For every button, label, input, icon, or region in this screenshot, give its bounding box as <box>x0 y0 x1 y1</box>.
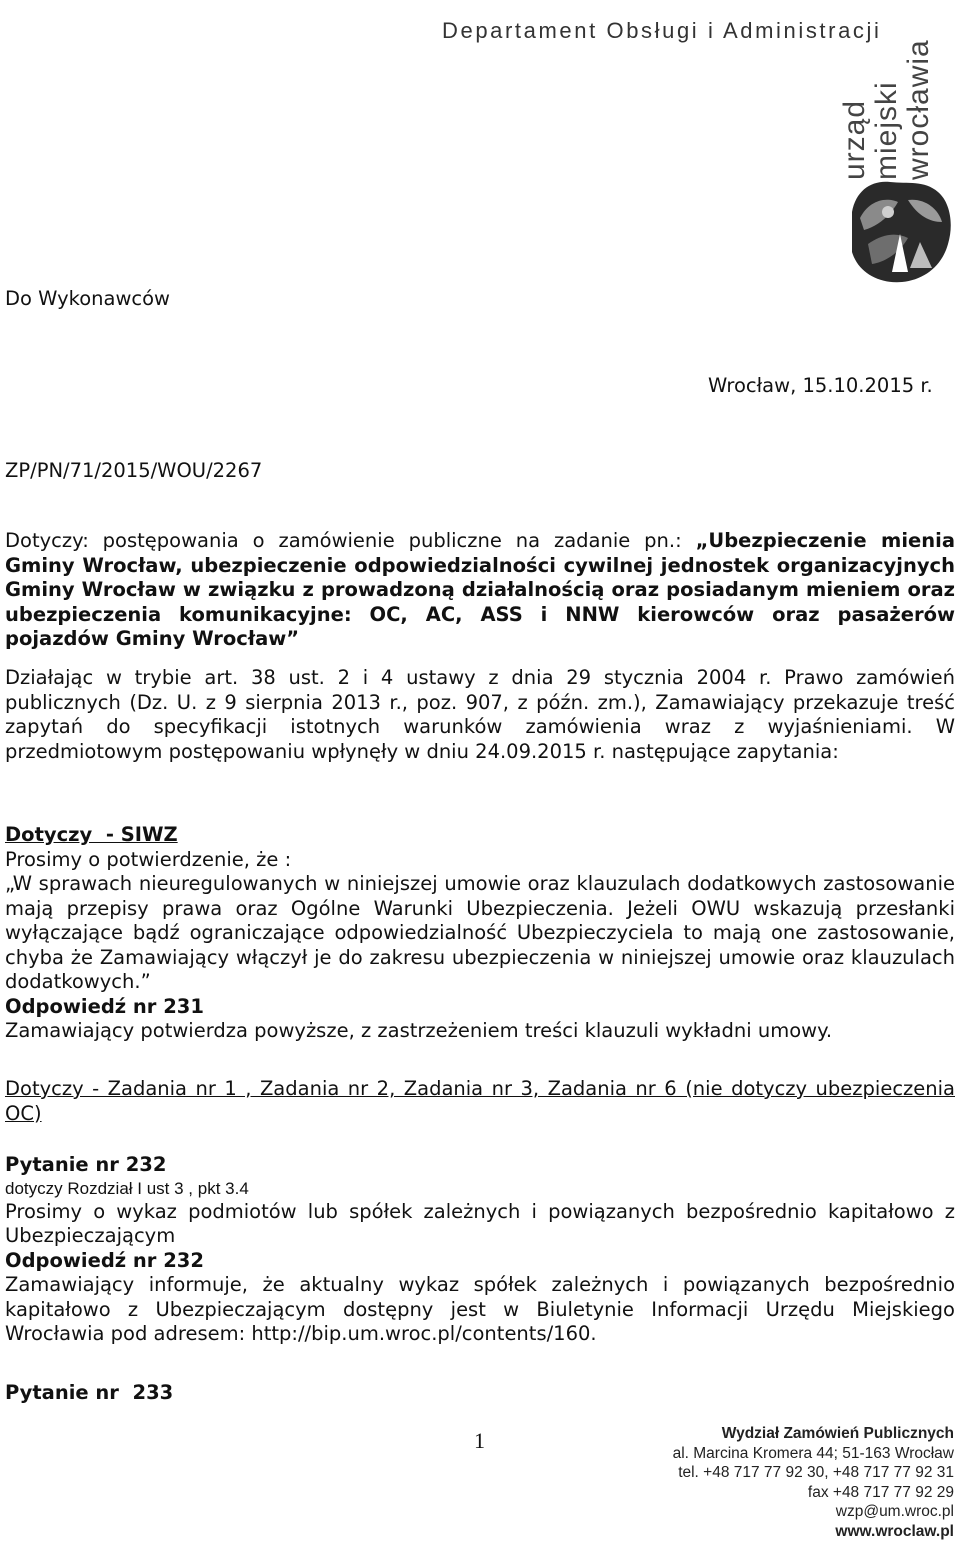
reference-number: ZP/PN/71/2015/WOU/2267 <box>5 459 263 482</box>
logo-line-3: wrocławia <box>902 39 935 180</box>
date-line: Wrocław, 15.10.2015 r. <box>708 374 933 397</box>
answer-232-heading: Odpowiedź nr 232 <box>5 1248 204 1272</box>
question-232 <box>5 1153 955 1347</box>
subject <box>5 529 955 652</box>
logo-line-1: urząd <box>838 99 871 180</box>
footer-website[interactable]: www.wroclaw.pl <box>835 1522 954 1540</box>
answer-232-text: Zamawiający informuje, że aktualny wykaz spółek zależnych i powiązanych bezpośrednio kapitałowo z Ubezpieczającym dostępny jest w Biuletynie Informacji Urzędu Miejskiego Wrocławia pod adresem: http://bip.um.wroc.pl/contents/160. <box>5 1273 955 1345</box>
intro-paragraph: Działając w trybie art. 38 ust. 2 i 4 ustawy z dnia 29 stycznia 2004 r. Prawo zamówień publicznych (Dz. U. z 9 sierpnia 2013 r., poz. 907, z późn. zm.), Zamawiający przekazuje treść zapytań do specyfikacji istotnych warunków zamówienia wraz z wyjaśnieniami. W przedmiotowym postępowaniu wpłynęły w dniu 24.09.2015 r. następujące zapytania: <box>5 666 955 763</box>
footer-email[interactable]: wzp@um.wroc.pl <box>835 1503 954 1520</box>
section2-heading: Dotyczy - Zadania nr 1 , Zadania nr 2, Zadania nr 3, Zadania nr 6 (nie dotyczy ubezpieczenia OC) <box>5 1077 955 1125</box>
section1-lead: Prosimy o potwierdzenie, że : <box>5 847 292 871</box>
footer-unit: Wydział Zamówień Publicznych <box>721 1425 954 1442</box>
question-233-heading: Pytanie nr 233 <box>5 1381 174 1404</box>
question-232-ref: dotyczy Rozdział I ust 3 , pkt 3.4 <box>5 1178 249 1198</box>
logo-mark-icon <box>838 172 960 292</box>
department-name: Departament Obsługi i Administracji <box>442 18 882 43</box>
footer-address: al. Marcina Kromera 44; 51-163 Wrocław <box>672 1444 954 1462</box>
page-number: 1 <box>474 1428 485 1453</box>
question-232-text: Prosimy o wykaz podmiotów lub spółek zależnych i powiązanych bezpośrednio kapitałowo z Ubezpieczającym <box>5 1199 955 1247</box>
addressee: Do Wykonawców <box>5 287 171 310</box>
question-232-heading: Pytanie nr 232 <box>5 1153 167 1176</box>
answer-231-text: Zamawiający potwierdza powyższe, z zastrzeżeniem treści klauzuli wykładni umowy. <box>5 1019 833 1042</box>
city-logo <box>838 0 960 290</box>
answer-231-heading: Odpowiedź nr 231 <box>5 994 204 1018</box>
footer-contact <box>673 1424 954 1541</box>
footer-phone: tel. +48 717 77 92 30, +48 717 77 92 31 <box>678 1464 954 1481</box>
subject-intro: Dotyczy: postępowania o zamówienie publiczne na zadanie pn.: <box>5 529 696 552</box>
footer-fax: fax +48 717 77 92 29 <box>807 1483 954 1501</box>
subject-title: „Ubezpieczenie mienia Gminy Wrocław, ubezpieczenie odpowiedzialności cywilnej jednostek organizacyjnych Gminy Wrocław w związku z prowadzoną działalnością oraz posiadanym mieniem oraz ubezpieczenia komunikacyjne: OC, AC, ASS i NNW kierowców oraz pasażerów pojazdów Gminy Wrocław” <box>5 529 955 650</box>
logo-line-2: miejski <box>870 81 903 180</box>
section1 <box>5 823 955 1044</box>
section1-quote: „W sprawach nieuregulowanych w niniejszej umowie oraz klauzulach dodatkowych zastosowanie mają przepisy prawa oraz Ogólne Warunki Ubezpieczenia. Jeżeli OWU wskazują przesłanki wyłączające bądź ograniczające odpowiedzialność Ubezpieczyciela to mają one zastosowanie, chyba że Zamawiający włączył je do zakresu ubezpieczenia w niniejszej umowie oraz klauzulach dodatkowych.” <box>5 872 955 993</box>
section1-heading: Dotyczy - SIWZ <box>5 823 178 846</box>
